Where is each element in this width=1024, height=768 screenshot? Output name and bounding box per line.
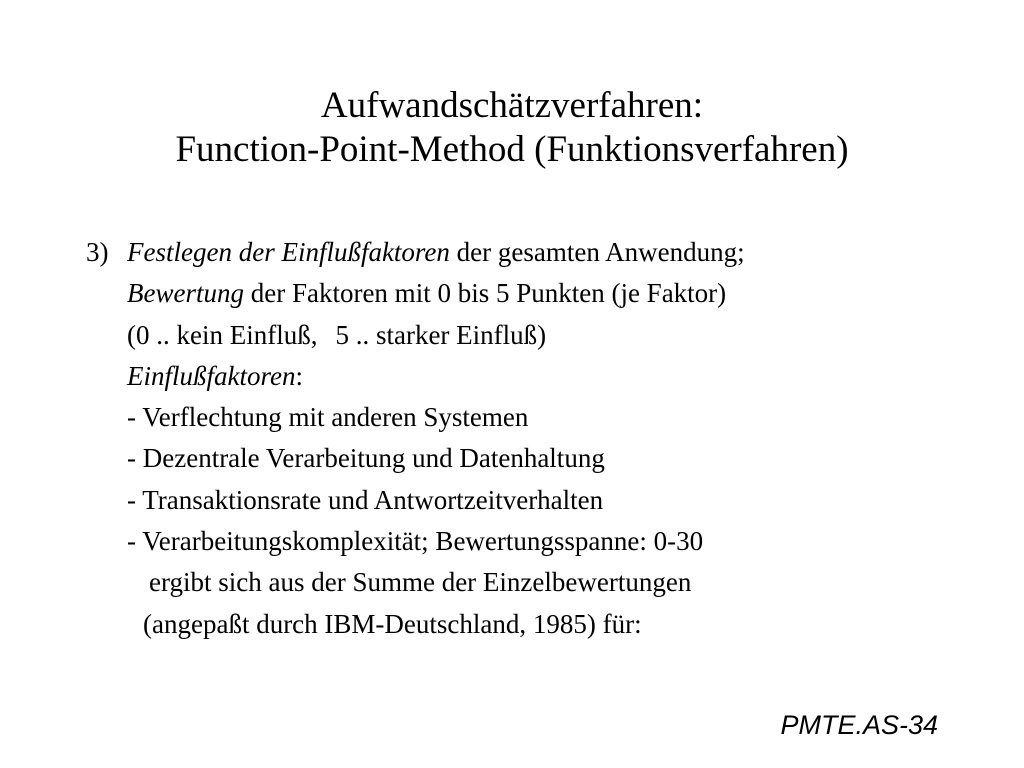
body-line-10: (angepaßt durch IBM-Deutschland, 1985) für:	[143, 608, 642, 639]
factor-item: - Dezentrale Verarbeitung und Datenhaltung	[127, 443, 605, 474]
line-1-rest: der gesamten Anwendung;	[449, 237, 745, 267]
emphasis-festlegen: Festlegen der Einflußfaktoren	[127, 237, 450, 267]
emphasis-einflussfaktoren: Einflußfaktoren	[127, 360, 296, 391]
emphasis-bewertung: Bewertung	[127, 278, 244, 309]
factor-item: - Transaktionsrate und Antwortzeitverhalten	[127, 484, 604, 515]
title-line-2: Function-Point-Method (Funktionsverfahren)	[175, 129, 849, 170]
line-2-rest: der Faktoren mit 0 bis 5 Punkten (je Faktor)	[243, 278, 727, 309]
slide-title	[0, 84, 1024, 172]
scale-min: (0 .. kein Einfluß,	[127, 319, 318, 350]
item-number: 3)	[86, 237, 109, 267]
factor-item: - Verflechtung mit anderen Systemen	[127, 402, 529, 433]
body-line-9: ergibt sich aus der Summe der Einzelbewertungen	[149, 567, 692, 598]
scale-max: 5 .. starker Einfluß)	[335, 319, 547, 350]
body-line-4	[86, 356, 986, 397]
factor-item: - Verarbeitungskomplexität; Bewertungsspanne: 0-30	[127, 526, 704, 557]
title-line-1: Aufwandschätzverfahren:	[320, 85, 704, 126]
body-line-1	[86, 232, 986, 273]
slide-body	[86, 232, 986, 645]
line-4-rest: :	[295, 360, 303, 391]
body-line-2	[86, 273, 986, 314]
slide-footer-id: PMTE.AS-34	[780, 710, 938, 740]
body-line-3	[86, 315, 986, 356]
